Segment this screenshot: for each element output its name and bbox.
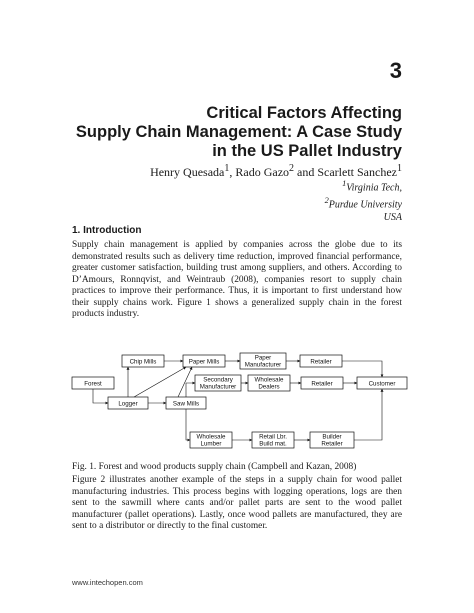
- author-separator: ,: [229, 165, 236, 179]
- author-name: Henry Quesada: [150, 165, 225, 179]
- footer-url[interactable]: www.intechopen.com: [72, 578, 143, 587]
- forest-label: Forest: [84, 380, 102, 388]
- arrow-forest-logger: [93, 389, 108, 403]
- arrow-builder-customer: [354, 389, 382, 440]
- wholesale-lumber-label: Wholesale: [196, 433, 226, 441]
- retail-lbr-label: Build mat.: [259, 440, 287, 448]
- affiliation-line: [325, 195, 402, 212]
- title-line-2: Supply Chain Management: A Case Study: [75, 123, 402, 141]
- arrow-logger-paper-mills: [134, 367, 186, 397]
- author-affiliation-mark: 1: [224, 163, 230, 174]
- affiliation-text: Purdue University: [328, 199, 402, 211]
- paper-mills-label: Paper Mills: [188, 358, 220, 366]
- affiliation-text: Virginia Tech,: [346, 182, 402, 194]
- saw-mills-label: Saw Mills: [172, 400, 200, 408]
- title-line-3: in the US Pallet Industry: [212, 142, 402, 160]
- secondary-manufacturer-label: Secondary: [203, 376, 233, 384]
- affiliation-country: USA: [383, 211, 402, 223]
- customer-label: Customer: [368, 380, 396, 388]
- author-affiliation-mark: 2: [289, 163, 295, 174]
- author-name: Rado Gazo: [235, 165, 290, 179]
- body-paragraph: Figure 2 illustrates another example of the steps in a supply chain for wood pallet manufacturing industries. This process begins with logging operations, logs are then sent to the sawmill where cants and/or pallet parts are sent to the wood pallet manufacturer (pallet operations). Lastly, once wood pallets are manufactured, they are sent to a distributor or directly to the final customer.: [72, 475, 402, 531]
- arrow-retailer-customer: [342, 361, 382, 377]
- chapter-number: 3: [389, 58, 402, 83]
- affiliation-line: [325, 178, 402, 195]
- arrow-sawmills-secondary: [186, 383, 195, 397]
- retail-lbr-label: Retail Lbr.: [259, 433, 287, 441]
- arrow-sawmills-lumber: [186, 409, 190, 440]
- chip-mills-label: Chip Mills: [129, 358, 157, 366]
- intro-paragraph: Supply chain management is applied by companies across the globe due to its demonstrated results such as delivery time reduction, improved financial performance, greater customer satisfaction, building trust among suppliers, and others. According to D’Amours, Ronnqvist, and Weintraub (2008), companies resort to supply chain practices to improve their performance. Thus, it is important to first understand how their supply chains work. Figure 1 shows a generalized supply chain in the forest products industry.: [72, 240, 402, 319]
- title-line-1: Critical Factors Affecting: [206, 104, 402, 122]
- builder-retailer-label: Builder: [322, 433, 342, 441]
- affiliation-mark: 1: [342, 179, 347, 188]
- affiliation-mark: 2: [324, 195, 329, 205]
- author-separator: and: [294, 165, 318, 179]
- figure-caption: Fig. 1. Forest and wood products supply chain (Campbell and Kazan, 2008): [72, 462, 357, 472]
- secondary-manufacturer-label: Manufacturer: [199, 383, 237, 391]
- logger-label: Logger: [118, 400, 138, 408]
- arrow-sawmills-paper: [178, 367, 192, 397]
- section-heading: 1. Introduction: [72, 225, 142, 236]
- supply-chain-diagram: [68, 350, 418, 458]
- paper-manufacturer-label: Paper: [254, 354, 272, 362]
- retailer-top-label: Retailer: [310, 358, 332, 366]
- retailer-mid-label: Retailer: [311, 380, 333, 388]
- wholesale-lumber-label: Lumber: [200, 440, 222, 448]
- builder-retailer-label: Retailer: [321, 440, 343, 448]
- chapter-title: [76, 104, 402, 161]
- affiliations: [325, 178, 402, 224]
- wholesale-dealers-label: Wholesale: [254, 376, 284, 384]
- wholesale-dealers-label: Dealers: [258, 383, 280, 391]
- paper-manufacturer-label: Manufacturer: [244, 361, 282, 369]
- author-affiliation-mark: 1: [397, 163, 402, 174]
- author-name: Scarlett Sanchez: [317, 165, 397, 179]
